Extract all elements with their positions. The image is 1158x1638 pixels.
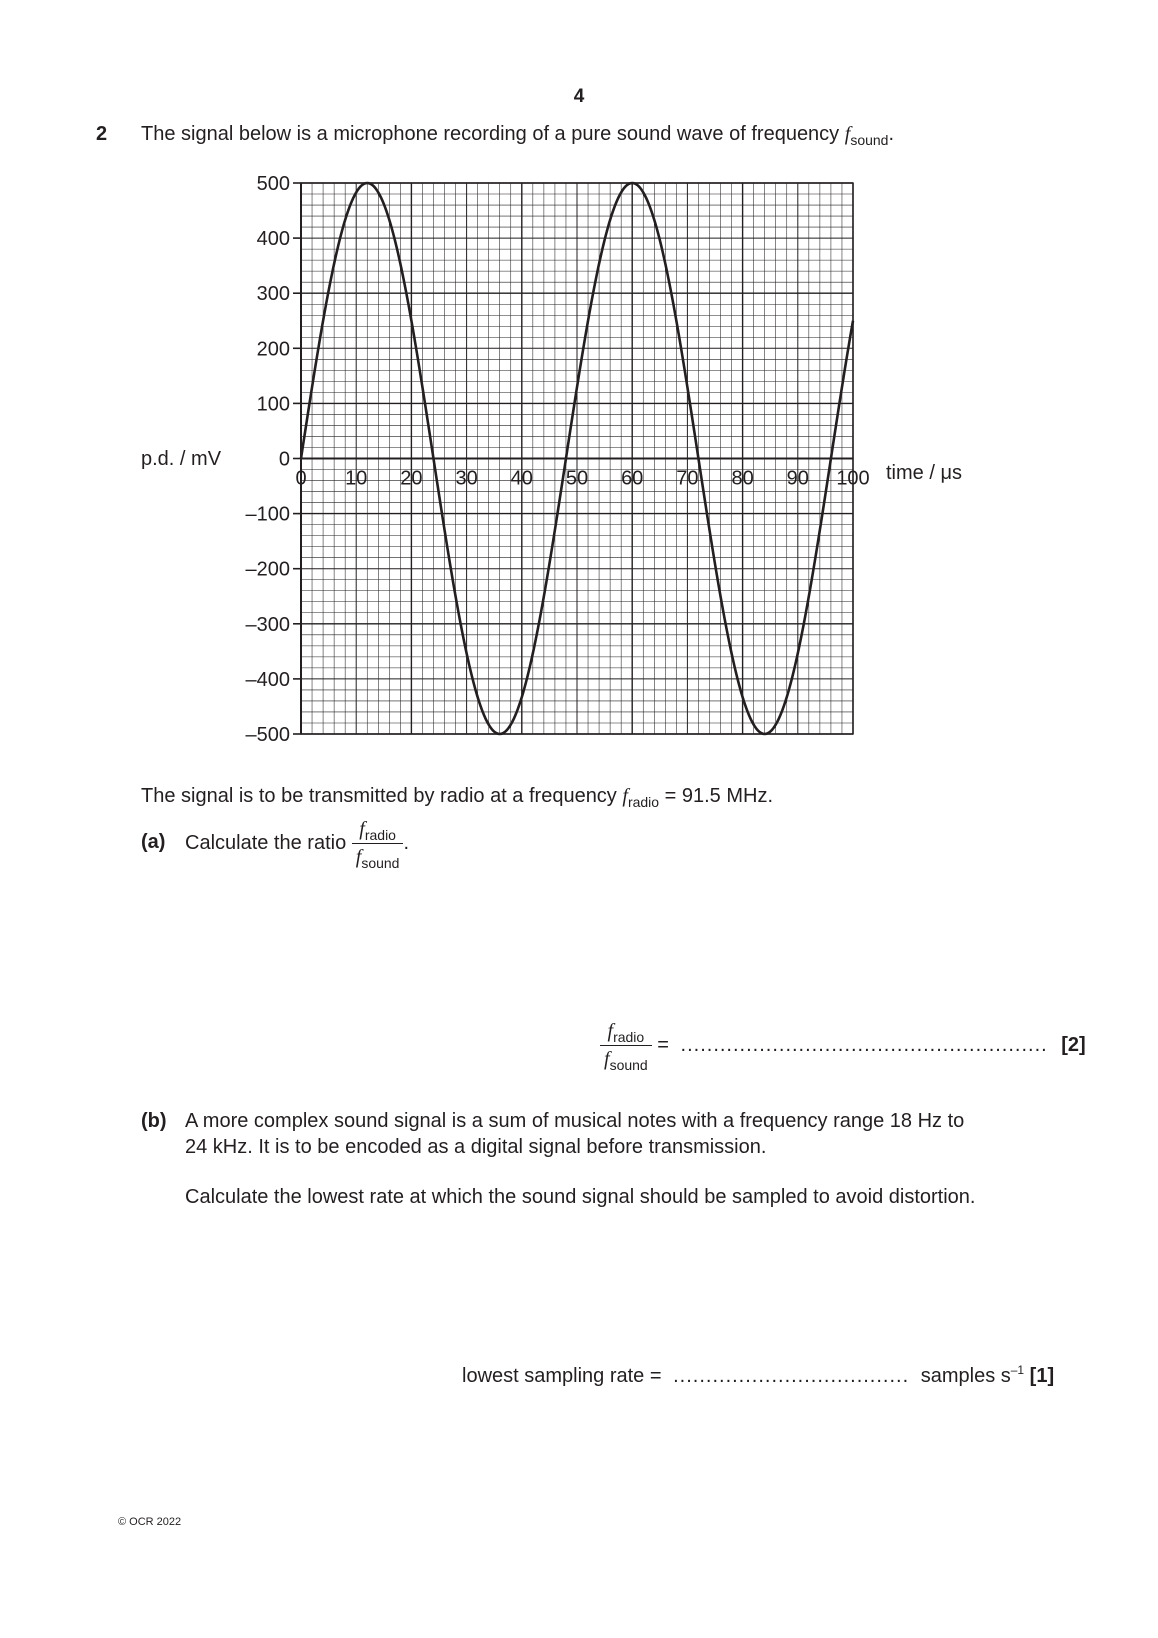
y-axis-label: p.d. / mV (141, 448, 222, 470)
part-b-label: (b) (141, 1110, 167, 1132)
part-b-unit-sup: –1 (1010, 1363, 1025, 1377)
part-a-question (185, 818, 409, 869)
x-tick-label: 50 (565, 467, 589, 490)
frac-den-symbol: f (355, 846, 362, 868)
answer-frac-num-symbol: f (607, 1020, 614, 1042)
part-b-line2: 24 kHz. It is to be encoded as a digital signal before transmission. (185, 1136, 767, 1158)
y-tick-label: –200 (245, 558, 290, 581)
x-tick-label: 70 (676, 467, 699, 490)
answer-fraction (600, 1020, 652, 1071)
part-b-answer-field[interactable]: .................................... (673, 1365, 910, 1387)
part-a-label-wrap (141, 831, 165, 854)
page-number: 4 (573, 86, 585, 107)
y-tick-label: –100 (245, 503, 290, 526)
y-tick-label: 400 (256, 228, 290, 251)
answer-frac-num-sub: radio (613, 1029, 645, 1045)
x-tick-labels (295, 468, 869, 490)
y-tick-label: –500 (245, 724, 290, 746)
y-tick-label: 300 (256, 283, 290, 306)
y-tick-label: 0 (278, 448, 290, 471)
part-a-label: (a) (141, 831, 166, 853)
x-tick-label: 0 (295, 467, 307, 490)
stem-symbol: f (844, 123, 851, 145)
frac-num-symbol: f (359, 818, 365, 840)
y-tick-label: 100 (256, 393, 290, 416)
answer-frac-den-symbol: f (604, 1048, 610, 1070)
stem-text: The signal below is a microphone recording of a pure sound wave of frequency (141, 123, 845, 145)
transmit-text: The signal is to be transmitted by radio at a frequency (141, 785, 623, 807)
x-tick-label: 10 (345, 467, 368, 490)
stem-end: . (888, 123, 895, 145)
y-tick-label: –400 (245, 668, 290, 691)
y-tick-label: 500 (256, 173, 290, 195)
part-a-answer-line (600, 1020, 1086, 1071)
y-tick-label: 200 (256, 338, 290, 361)
part-a-marks: [2] (1061, 1034, 1086, 1056)
x-axis-label: time / μs (886, 462, 962, 484)
chart-grid (301, 183, 853, 734)
x-tick-label: 20 (400, 467, 423, 490)
part-b-answer-label: lowest sampling rate = (462, 1365, 662, 1387)
part-b-marks: [1] (1029, 1365, 1055, 1387)
transmit-statement (141, 785, 773, 808)
part-a-text: Calculate the ratio (185, 832, 347, 854)
part-a-end: . (403, 832, 410, 854)
x-tick-label: 100 (836, 467, 870, 490)
stem-subscript: sound (850, 132, 889, 148)
part-a-answer-field[interactable]: ........................................................ (680, 1034, 1048, 1056)
chart-ticks (293, 183, 301, 734)
transmit-value: = 91.5 MHz. (659, 785, 774, 807)
part-b-line1: A more complex sound signal is a sum of musical notes with a frequency range 18 Hz to (185, 1110, 965, 1132)
part-b-instruction: Calculate the lowest rate at which the sound signal should be sampled to avoid distortion. (185, 1186, 976, 1208)
frac-den-sub: sound (361, 855, 400, 871)
x-tick-label: 40 (510, 467, 533, 490)
x-tick-label: 60 (621, 467, 644, 490)
ratio-fraction (352, 818, 404, 869)
transmit-symbol: f (622, 785, 628, 807)
answer-equals: = (657, 1034, 669, 1056)
x-tick-label: 80 (731, 467, 754, 490)
question-number: 2 (96, 123, 108, 145)
part-b-unit: samples s (920, 1365, 1011, 1387)
frac-num-sub: radio (364, 827, 396, 843)
footer-copyright: © OCR 2022 (118, 1516, 182, 1528)
transmit-subscript: radio (627, 794, 660, 810)
part-b-answer-line (462, 1365, 1054, 1388)
waveform-chart (0, 0, 1158, 760)
answer-frac-den-sub: sound (609, 1057, 648, 1073)
x-tick-label: 30 (455, 467, 478, 490)
y-tick-labels (246, 173, 291, 746)
y-tick-label: –300 (245, 613, 290, 636)
x-tick-label: 90 (786, 467, 809, 490)
